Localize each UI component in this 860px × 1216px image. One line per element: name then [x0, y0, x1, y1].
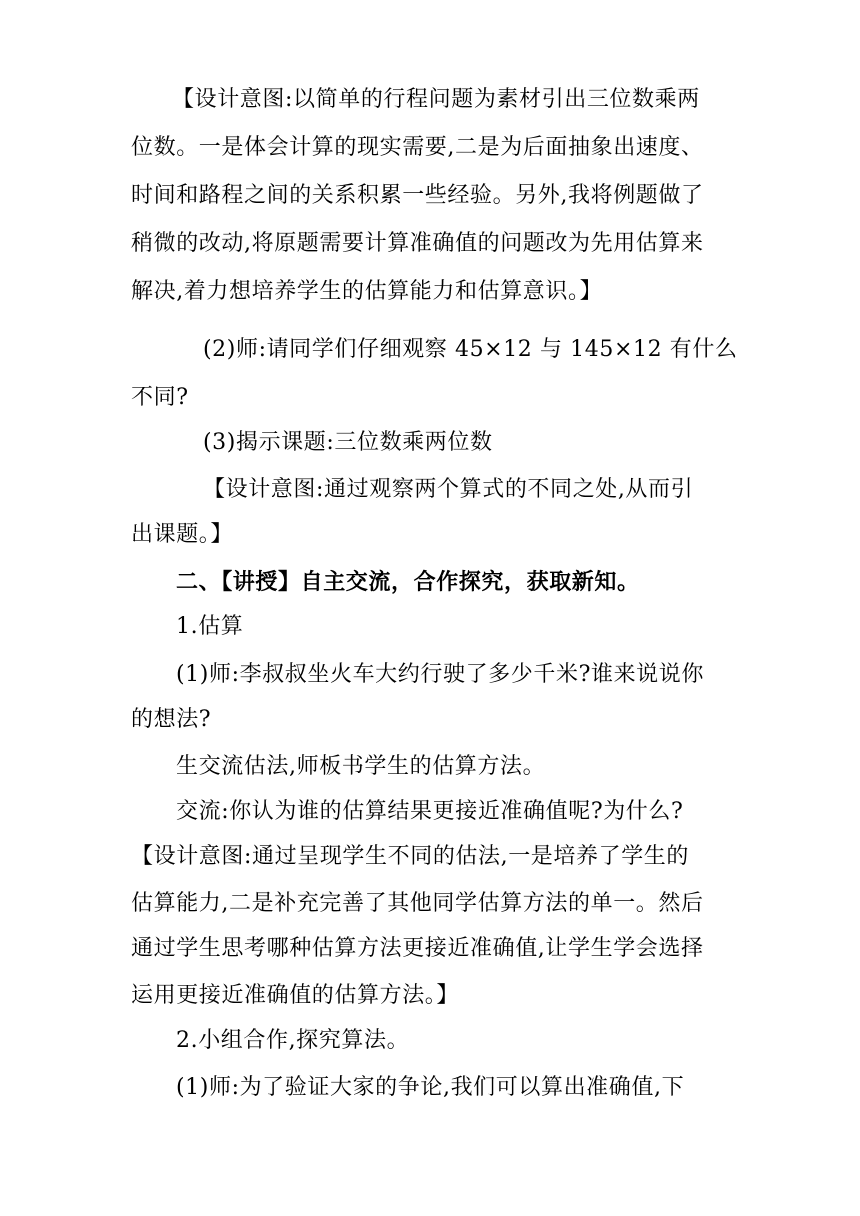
- design-intent-1-line-1: 【设计意图:以简单的行程问题为素材引出三位数乘两: [172, 87, 700, 112]
- design-intent-3-line-3: 通过学生思考哪种估算方法更接近准确值,让学生学会选择: [131, 936, 704, 961]
- reveal-topic-3: (3)揭示课题:三位数乘两位数: [203, 430, 493, 455]
- teacher-question-2-line-2: 不同?: [131, 385, 189, 410]
- teacher-question-1-line-2: 的想法?: [131, 707, 212, 732]
- teacher-question-verify-line: (1)师:为了验证大家的争论,我们可以算出准确值,下: [176, 1075, 685, 1100]
- design-intent-2-line-2: 出课题。】: [131, 522, 234, 547]
- design-intent-1-line-3: 时间和路程之间的关系积累一些经验。另外,我将例题做了: [131, 183, 704, 208]
- design-intent-1-line-2: 位数。一是体会计算的现实需要,二是为后面抽象出速度、: [131, 135, 704, 160]
- student-exchange-line: 生交流估法,师板书学生的估算方法。: [176, 754, 546, 779]
- exchange-question-line: 交流:你认为谁的估算结果更接近准确值呢?为什么?: [176, 799, 684, 824]
- teacher-question-2-line-1: (2)师:请同学们仔细观察 45×12 与 145×12 有什么: [203, 337, 738, 362]
- subsection-estimate: 1.估算: [176, 614, 244, 639]
- design-intent-3-line-1: 【设计意图:通过呈现学生不同的估法,一是培养了学生的: [131, 844, 690, 869]
- design-intent-1-line-5: 解决,着力想培养学生的估算能力和估算意识。】: [131, 279, 603, 304]
- section-heading-teach: 二、【讲授】自主交流，合作探究，获取新知。: [176, 569, 640, 595]
- teacher-question-1-line-1: (1)师:李叔叔坐火车大约行驶了多少千米?谁来说说你: [176, 662, 704, 687]
- design-intent-2-line-1: 【设计意图:通过观察两个算式的不同之处,从而引: [203, 477, 694, 502]
- design-intent-3-line-2: 估算能力,二是补充完善了其他同学估算方法的单一。然后: [131, 891, 704, 916]
- subsection-group-work: 2.小组合作,探究算法。: [176, 1028, 410, 1053]
- design-intent-3-line-4: 运用更接近准确值的估算方法。】: [131, 983, 460, 1008]
- design-intent-1-line-4: 稍微的改动,将原题需要计算准确值的问题改为先用估算来: [131, 231, 704, 256]
